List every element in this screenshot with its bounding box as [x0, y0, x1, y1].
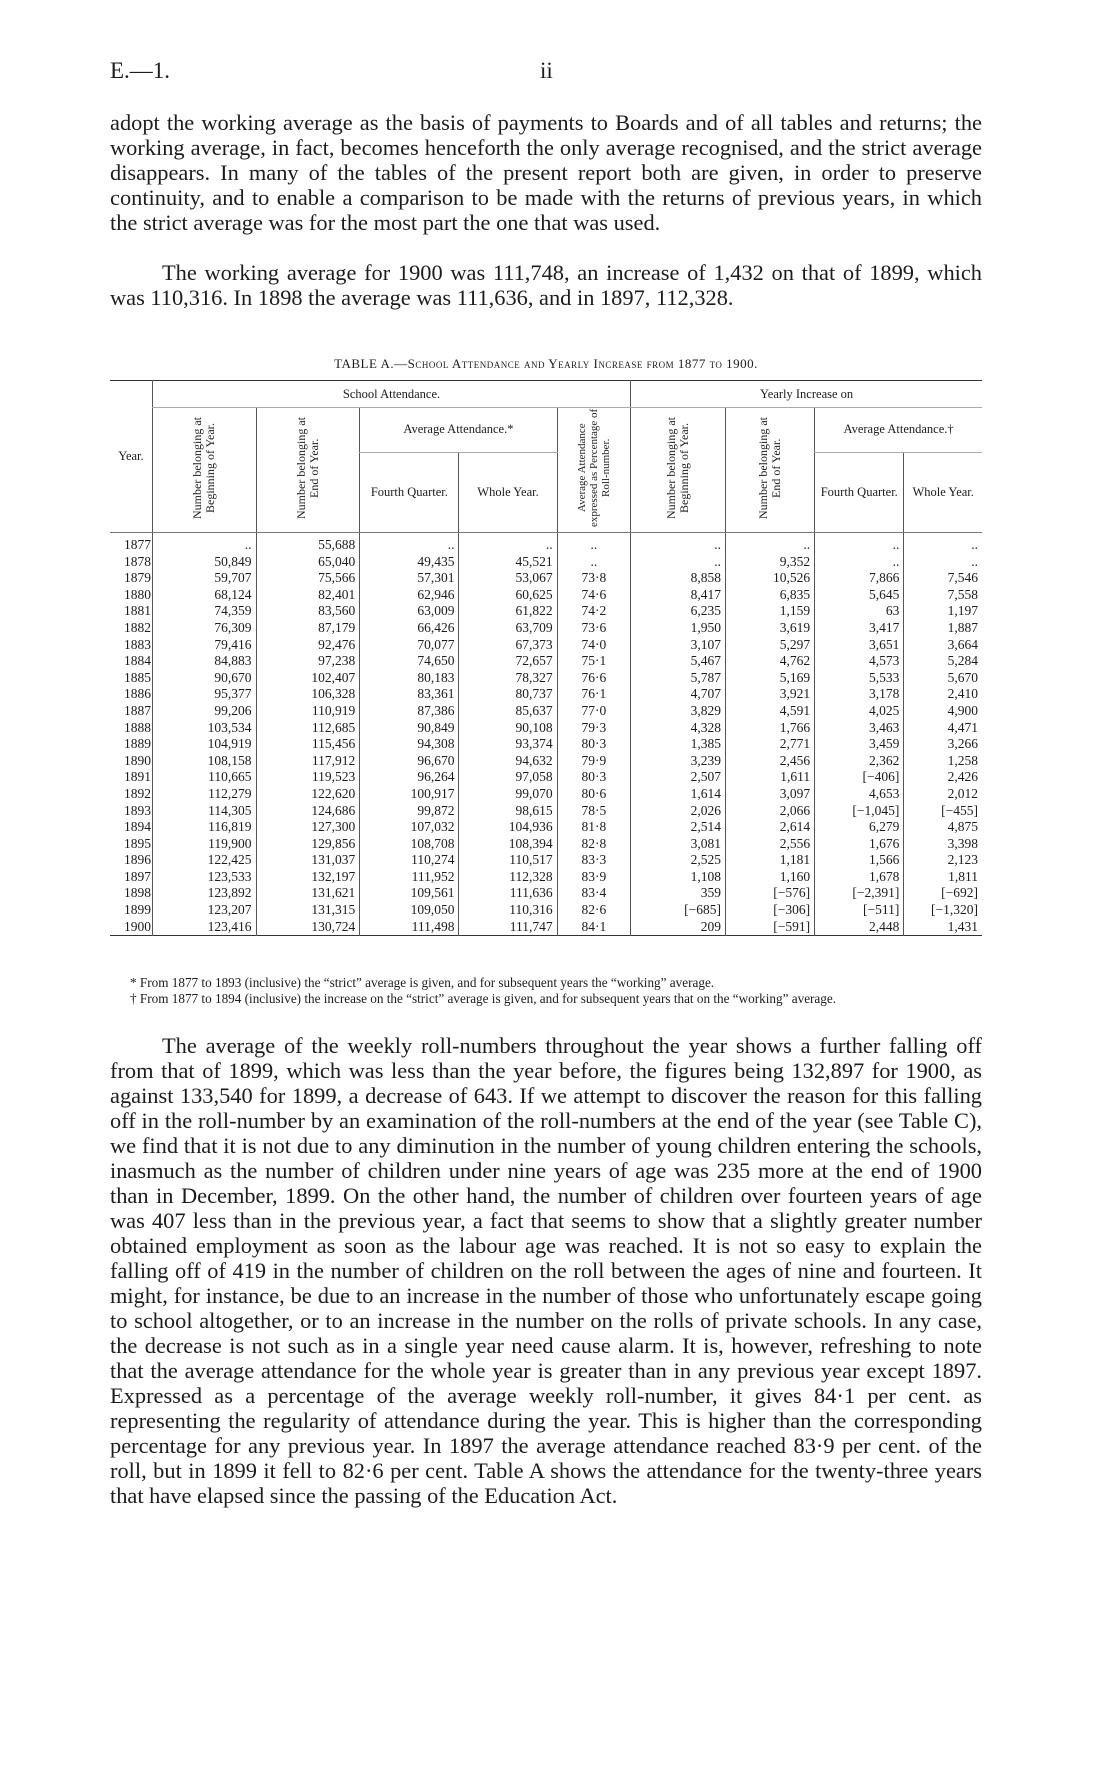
- header-fourth-quarter: Fourth Quarter.: [360, 452, 459, 532]
- cell-num-end: 124,686: [256, 803, 360, 820]
- cell-inc-whole-year: ..: [904, 533, 982, 554]
- cell-inc-num-beginning: ..: [631, 533, 726, 554]
- cell-inc-whole-year: 7,546: [904, 570, 982, 587]
- cell-avg-fourth-quarter: 94,308: [360, 736, 459, 753]
- paragraph-intro: adopt the working average as the basis of payments to Boards and of all tables and returns; the working average, in fact, becomes henceforth the only average recognised, and the strict average disappears. In many of the tables of the present report both are given, in order to preserve continuity, and to enable a comparison to be made with the returns of previous years, in which the strict average was for the most part the one that was used.: [110, 110, 982, 235]
- cell-num-beginning: 68,124: [152, 587, 256, 604]
- cell-inc-num-beginning: 2,507: [631, 769, 726, 786]
- cell-avg-whole-year: 67,373: [459, 637, 557, 654]
- cell-inc-num-beginning: 4,707: [631, 686, 726, 703]
- cell-inc-fourth-quarter: 3,651: [815, 637, 904, 654]
- cell-avg-whole-year: 90,108: [459, 720, 557, 737]
- cell-inc-num-end: [−576]: [725, 885, 814, 902]
- cell-num-beginning: 116,819: [152, 819, 256, 836]
- cell-inc-whole-year: 2,426: [904, 769, 982, 786]
- cell-avg-whole-year: 97,058: [459, 769, 557, 786]
- cell-inc-num-end: [−306]: [725, 902, 814, 919]
- cell-inc-whole-year: 2,012: [904, 786, 982, 803]
- cell-num-beginning: 79,416: [152, 637, 256, 654]
- cell-year: 1891: [124, 769, 151, 785]
- cell-num-beginning: 123,892: [152, 885, 256, 902]
- cell-num-end: 102,407: [256, 670, 360, 687]
- table-caption-prefix: TABLE A.—: [334, 356, 408, 371]
- cell-year: 1889: [124, 736, 151, 752]
- cell-inc-fourth-quarter: 7,866: [815, 570, 904, 587]
- header-num-beginning: Number belonging at Beginning of Year.: [152, 408, 256, 533]
- cell-inc-whole-year: 1,431: [904, 919, 982, 936]
- cell-inc-num-beginning: [−685]: [631, 902, 726, 919]
- table-row: [110, 720, 982, 737]
- cell-inc-whole-year: [−1,320]: [904, 902, 982, 919]
- cell-num-beginning: 122,425: [152, 852, 256, 869]
- cell-pct-roll: 83·9: [557, 869, 631, 886]
- cell-inc-num-end: 1,766: [725, 720, 814, 737]
- cell-inc-num-end: 10,526: [725, 570, 814, 587]
- cell-avg-fourth-quarter: 108,708: [360, 836, 459, 853]
- cell-num-end: 110,919: [256, 703, 360, 720]
- table-row: [110, 653, 982, 670]
- cell-year: 1888: [124, 719, 151, 735]
- cell-inc-fourth-quarter: [−406]: [815, 769, 904, 786]
- cell-inc-fourth-quarter: 3,178: [815, 686, 904, 703]
- cell-pct-roll: 74·2: [557, 603, 631, 620]
- cell-inc-num-beginning: 2,525: [631, 852, 726, 869]
- cell-inc-num-beginning: 2,026: [631, 803, 726, 820]
- cell-inc-num-beginning: 1,385: [631, 736, 726, 753]
- cell-num-beginning: 114,305: [152, 803, 256, 820]
- cell-inc-num-beginning: 1,614: [631, 786, 726, 803]
- table-row: [110, 603, 982, 620]
- cell-num-end: 55,688: [256, 533, 360, 554]
- cell-inc-fourth-quarter: 2,362: [815, 753, 904, 770]
- cell-inc-num-end: [−591]: [725, 919, 814, 936]
- cell-inc-num-end: 9,352: [725, 554, 814, 571]
- cell-num-end: 106,328: [256, 686, 360, 703]
- cell-num-end: 97,238: [256, 653, 360, 670]
- cell-avg-fourth-quarter: 111,952: [360, 869, 459, 886]
- cell-pct-roll: 82·8: [557, 836, 631, 853]
- cell-inc-num-end: 1,160: [725, 869, 814, 886]
- cell-avg-whole-year: 110,517: [459, 852, 557, 869]
- cell-num-end: 75,566: [256, 570, 360, 587]
- cell-avg-fourth-quarter: 62,946: [360, 587, 459, 604]
- table-caption-title: School Attendance and Yearly Increase from 1877 to 1900.: [407, 356, 758, 371]
- cell-avg-fourth-quarter: 99,872: [360, 803, 459, 820]
- cell-inc-fourth-quarter: 3,459: [815, 736, 904, 753]
- cell-year: 1877: [124, 537, 151, 552]
- cell-num-end: 131,621: [256, 885, 360, 902]
- cell-pct-roll: 73·8: [557, 570, 631, 587]
- cell-inc-whole-year: 3,398: [904, 836, 982, 853]
- cell-inc-num-beginning: 209: [631, 919, 726, 936]
- cell-inc-fourth-quarter: 3,463: [815, 720, 904, 737]
- cell-year: 1880: [124, 586, 151, 602]
- table-row: [110, 670, 982, 687]
- header-inc-avg-attendance: Average Attendance.†: [815, 408, 982, 453]
- cell-num-end: 129,856: [256, 836, 360, 853]
- cell-inc-num-beginning: 3,829: [631, 703, 726, 720]
- cell-avg-whole-year: 108,394: [459, 836, 557, 853]
- cell-inc-num-beginning: 1,108: [631, 869, 726, 886]
- cell-num-end: 65,040: [256, 554, 360, 571]
- table-row: [110, 803, 982, 820]
- table-row: [110, 786, 982, 803]
- cell-inc-whole-year: 5,284: [904, 653, 982, 670]
- header-inc-fourth-quarter: Fourth Quarter.: [815, 452, 904, 532]
- cell-pct-roll: 76·1: [557, 686, 631, 703]
- cell-inc-whole-year: 4,875: [904, 819, 982, 836]
- cell-avg-whole-year: 110,316: [459, 902, 557, 919]
- cell-num-beginning: 110,665: [152, 769, 256, 786]
- cell-num-end: 131,315: [256, 902, 360, 919]
- cell-avg-fourth-quarter: 74,650: [360, 653, 459, 670]
- cell-pct-roll: 78·5: [557, 803, 631, 820]
- cell-inc-whole-year: 1,887: [904, 620, 982, 637]
- cell-inc-num-end: 2,066: [725, 803, 814, 820]
- cell-inc-whole-year: 2,123: [904, 852, 982, 869]
- cell-inc-num-end: 4,591: [725, 703, 814, 720]
- cell-avg-fourth-quarter: 57,301: [360, 570, 459, 587]
- cell-pct-roll: 74·6: [557, 587, 631, 604]
- table-row: [110, 836, 982, 853]
- paragraph-roll-numbers: The average of the weekly roll-numbers throughout the year shows a further falling off from that of 1899, which was less than the year before, the figures being 132,897 for 1900, as against 133,540 for 1899, a decrease of 643. If we attempt to discover the reason for this falling off in the roll-number by an examination of the roll-numbers at the end of the year (see Table C), we find that it is not due to any diminution in the number of young children entering the schools, inasmuch as the number of children under nine years of age was 235 more at the end of 1900 than in December, 1899. On the other hand, the number of children over fourteen years of age was 407 less than in the previous year, a fact that seems to show that a slightly greater number obtained employment as soon as the labour age was reached. It is not so easy to explain the falling off of 419 in the number of children on the roll between the ages of nine and fourteen. It might, for instance, be due to an increase in the number of those who unfortunately escape going to school altogether, or to an increase in the number on the rolls of private schools. In any case, the decrease is not such as in a single year need cause alarm. It is, however, refreshing to note that the average attendance for the whole year is greater than in any previous year except 1897. Expressed as a percentage of the average weekly roll-number, it gives 84·1 per cent. as representing the regularity of attendance during the year. This is higher than the corresponding percentage for any previous year. In 1897 the average attendance reached 83·9 per cent. of the roll, but in 1899 it fell to 82·6 per cent. Table A shows the attendance for the twenty-three years that have elapsed since the passing of the Education Act.: [110, 1033, 982, 1508]
- cell-year: 1885: [124, 669, 151, 685]
- cell-inc-whole-year: 3,266: [904, 736, 982, 753]
- cell-year: 1892: [124, 785, 151, 801]
- cell-avg-fourth-quarter: 49,435: [360, 554, 459, 571]
- cell-num-end: 122,620: [256, 786, 360, 803]
- cell-inc-whole-year: 1,258: [904, 753, 982, 770]
- cell-avg-fourth-quarter: 107,032: [360, 819, 459, 836]
- cell-avg-whole-year: 98,615: [459, 803, 557, 820]
- table-row: [110, 852, 982, 869]
- cell-num-beginning: 123,207: [152, 902, 256, 919]
- cell-year: 1883: [124, 636, 151, 652]
- cell-inc-num-end: 5,297: [725, 637, 814, 654]
- cell-num-beginning: 90,670: [152, 670, 256, 687]
- cell-inc-fourth-quarter: 1,678: [815, 869, 904, 886]
- cell-num-end: 115,456: [256, 736, 360, 753]
- cell-inc-num-end: ..: [725, 533, 814, 554]
- cell-pct-roll: 83·3: [557, 852, 631, 869]
- table-row: [110, 869, 982, 886]
- cell-avg-whole-year: ..: [459, 533, 557, 554]
- cell-inc-whole-year: 5,670: [904, 670, 982, 687]
- cell-inc-num-beginning: 3,107: [631, 637, 726, 654]
- table-row: [110, 703, 982, 720]
- cell-avg-fourth-quarter: ..: [360, 533, 459, 554]
- cell-inc-num-beginning: 3,081: [631, 836, 726, 853]
- attendance-table-wrapper: [110, 380, 982, 936]
- cell-inc-num-beginning: 1,950: [631, 620, 726, 637]
- cell-num-end: 83,560: [256, 603, 360, 620]
- footnote-strict-average: * From 1877 to 1893 (inclusive) the “strict” average is given, and for subsequent years the “working” average.: [130, 975, 715, 990]
- header-inc-num-end: Number belonging at End of Year.: [725, 408, 814, 533]
- cell-inc-num-end: 2,614: [725, 819, 814, 836]
- table-row: [110, 736, 982, 753]
- cell-avg-fourth-quarter: 109,050: [360, 902, 459, 919]
- cell-year: 1895: [124, 835, 151, 851]
- cell-inc-whole-year: [−692]: [904, 885, 982, 902]
- cell-year: 1900: [124, 918, 151, 934]
- cell-avg-whole-year: 111,636: [459, 885, 557, 902]
- cell-avg-whole-year: 78,327: [459, 670, 557, 687]
- header-yearly-increase: Yearly Increase on: [631, 381, 982, 408]
- cell-num-end: 82,401: [256, 587, 360, 604]
- cell-inc-num-beginning: 4,328: [631, 720, 726, 737]
- cell-pct-roll: 79·9: [557, 753, 631, 770]
- cell-avg-fourth-quarter: 110,274: [360, 852, 459, 869]
- table-row: [110, 686, 982, 703]
- table-row: [110, 885, 982, 902]
- cell-pct-roll: 77·0: [557, 703, 631, 720]
- cell-pct-roll: 79·3: [557, 720, 631, 737]
- cell-avg-fourth-quarter: 63,009: [360, 603, 459, 620]
- cell-year: 1879: [124, 570, 151, 586]
- cell-avg-whole-year: 53,067: [459, 570, 557, 587]
- cell-inc-whole-year: ..: [904, 554, 982, 571]
- table-row: [110, 554, 982, 571]
- cell-pct-roll: 81·8: [557, 819, 631, 836]
- cell-inc-fourth-quarter: 6,279: [815, 819, 904, 836]
- cell-inc-num-end: 4,762: [725, 653, 814, 670]
- cell-inc-fourth-quarter: 1,676: [815, 836, 904, 853]
- cell-avg-fourth-quarter: 83,361: [360, 686, 459, 703]
- cell-num-end: 131,037: [256, 852, 360, 869]
- cell-inc-whole-year: 4,900: [904, 703, 982, 720]
- cell-num-end: 119,523: [256, 769, 360, 786]
- cell-num-beginning: 103,534: [152, 720, 256, 737]
- cell-num-beginning: 84,883: [152, 653, 256, 670]
- cell-num-end: 112,685: [256, 720, 360, 737]
- cell-num-beginning: 59,707: [152, 570, 256, 587]
- cell-avg-whole-year: 104,936: [459, 819, 557, 836]
- cell-inc-fourth-quarter: 1,566: [815, 852, 904, 869]
- cell-num-beginning: 99,206: [152, 703, 256, 720]
- cell-year: 1884: [124, 653, 151, 669]
- table-row: [110, 620, 982, 637]
- cell-pct-roll: ..: [557, 533, 631, 554]
- cell-inc-whole-year: 2,410: [904, 686, 982, 703]
- cell-num-beginning: 123,533: [152, 869, 256, 886]
- cell-pct-roll: 80·3: [557, 736, 631, 753]
- cell-num-end: 92,476: [256, 637, 360, 654]
- attendance-table-body: [110, 533, 982, 936]
- attendance-table: [110, 380, 982, 936]
- cell-inc-num-end: 3,619: [725, 620, 814, 637]
- header-num-end: Number belonging at End of Year.: [256, 408, 360, 533]
- cell-inc-num-beginning: 2,514: [631, 819, 726, 836]
- cell-avg-whole-year: 60,625: [459, 587, 557, 604]
- cell-inc-num-end: 1,611: [725, 769, 814, 786]
- cell-inc-fourth-quarter: [−511]: [815, 902, 904, 919]
- cell-inc-num-beginning: 8,417: [631, 587, 726, 604]
- cell-inc-num-end: 2,771: [725, 736, 814, 753]
- cell-inc-num-end: 6,835: [725, 587, 814, 604]
- cell-inc-num-beginning: ..: [631, 554, 726, 571]
- header-pct-roll: Average Attendance expressed as Percentage of Roll-number.: [557, 408, 631, 533]
- cell-inc-whole-year: 1,197: [904, 603, 982, 620]
- cell-inc-fourth-quarter: ..: [815, 533, 904, 554]
- cell-avg-fourth-quarter: 87,386: [360, 703, 459, 720]
- cell-pct-roll: 82·6: [557, 902, 631, 919]
- cell-avg-fourth-quarter: 80,183: [360, 670, 459, 687]
- header-year: Year.: [110, 381, 152, 533]
- paragraph-working-average: The working average for 1900 was 111,748, an increase of 1,432 on that of 1899, which was 110,316. In 1898 the average was 111,636, and in 1897, 112,328.: [110, 260, 982, 310]
- cell-pct-roll: 73·6: [557, 620, 631, 637]
- cell-inc-num-beginning: 6,235: [631, 603, 726, 620]
- cell-inc-whole-year: 1,811: [904, 869, 982, 886]
- cell-avg-whole-year: 80,737: [459, 686, 557, 703]
- cell-inc-num-beginning: 359: [631, 885, 726, 902]
- cell-year: 1899: [124, 902, 151, 918]
- cell-inc-whole-year: 7,558: [904, 587, 982, 604]
- cell-avg-whole-year: 61,822: [459, 603, 557, 620]
- cell-year: 1897: [124, 868, 151, 884]
- cell-avg-whole-year: 99,070: [459, 786, 557, 803]
- cell-inc-fourth-quarter: 4,025: [815, 703, 904, 720]
- cell-inc-fourth-quarter: [−2,391]: [815, 885, 904, 902]
- cell-pct-roll: 83·4: [557, 885, 631, 902]
- table-row: [110, 902, 982, 919]
- cell-avg-whole-year: 94,632: [459, 753, 557, 770]
- table-row: [110, 919, 982, 936]
- table-row: [110, 533, 982, 554]
- cell-inc-num-end: 2,456: [725, 753, 814, 770]
- cell-inc-num-end: 3,097: [725, 786, 814, 803]
- cell-num-beginning: 76,309: [152, 620, 256, 637]
- cell-pct-roll: 80·3: [557, 769, 631, 786]
- cell-pct-roll: 74·0: [557, 637, 631, 654]
- cell-num-beginning: 112,279: [152, 786, 256, 803]
- cell-inc-num-beginning: 8,858: [631, 570, 726, 587]
- cell-inc-num-beginning: 5,467: [631, 653, 726, 670]
- footnote-increase: † From 1877 to 1894 (inclusive) the increase on the “strict” average is given, and for subsequent years that on the “working” average.: [130, 991, 837, 1006]
- table-row: [110, 769, 982, 786]
- header-school-attendance: School Attendance.: [152, 381, 630, 408]
- cell-inc-fourth-quarter: 4,573: [815, 653, 904, 670]
- cell-num-beginning: 74,359: [152, 603, 256, 620]
- cell-year: 1878: [124, 553, 151, 569]
- cell-avg-whole-year: 45,521: [459, 554, 557, 571]
- table-row: [110, 753, 982, 770]
- cell-inc-fourth-quarter: ..: [815, 554, 904, 571]
- cell-pct-roll: ..: [557, 554, 631, 571]
- cell-inc-num-end: 1,159: [725, 603, 814, 620]
- header-inc-num-beginning: Number belonging at Beginning of Year.: [631, 408, 726, 533]
- cell-inc-fourth-quarter: 63: [815, 603, 904, 620]
- cell-inc-fourth-quarter: 5,533: [815, 670, 904, 687]
- cell-num-beginning: 50,849: [152, 554, 256, 571]
- cell-num-beginning: ..: [152, 533, 256, 554]
- cell-inc-whole-year: 3,664: [904, 637, 982, 654]
- cell-inc-whole-year: [−455]: [904, 803, 982, 820]
- cell-avg-whole-year: 112,328: [459, 869, 557, 886]
- cell-year: 1896: [124, 852, 151, 868]
- cell-num-end: 117,912: [256, 753, 360, 770]
- cell-year: 1894: [124, 819, 151, 835]
- cell-year: 1890: [124, 752, 151, 768]
- cell-avg-fourth-quarter: 70,077: [360, 637, 459, 654]
- cell-inc-num-beginning: 3,239: [631, 753, 726, 770]
- cell-num-end: 127,300: [256, 819, 360, 836]
- cell-num-end: 130,724: [256, 919, 360, 936]
- cell-pct-roll: 80·6: [557, 786, 631, 803]
- cell-inc-fourth-quarter: [−1,045]: [815, 803, 904, 820]
- cell-inc-num-end: 2,556: [725, 836, 814, 853]
- table-row: [110, 570, 982, 587]
- cell-avg-whole-year: 72,657: [459, 653, 557, 670]
- cell-avg-whole-year: 85,637: [459, 703, 557, 720]
- cell-inc-fourth-quarter: 3,417: [815, 620, 904, 637]
- cell-inc-fourth-quarter: 2,448: [815, 919, 904, 936]
- cell-avg-fourth-quarter: 96,670: [360, 753, 459, 770]
- cell-avg-fourth-quarter: 111,498: [360, 919, 459, 936]
- cell-inc-whole-year: 4,471: [904, 720, 982, 737]
- cell-num-beginning: 119,900: [152, 836, 256, 853]
- header-avg-attendance: Average Attendance.*: [360, 408, 557, 453]
- cell-avg-fourth-quarter: 66,426: [360, 620, 459, 637]
- cell-avg-fourth-quarter: 109,561: [360, 885, 459, 902]
- cell-year: 1881: [124, 603, 151, 619]
- page-number: ii: [540, 58, 553, 83]
- page-header: [110, 58, 990, 88]
- cell-inc-num-beginning: 5,787: [631, 670, 726, 687]
- cell-num-end: 87,179: [256, 620, 360, 637]
- cell-inc-fourth-quarter: 4,653: [815, 786, 904, 803]
- table-row: [110, 819, 982, 836]
- cell-avg-fourth-quarter: 100,917: [360, 786, 459, 803]
- cell-num-beginning: 104,919: [152, 736, 256, 753]
- table-row: [110, 637, 982, 654]
- cell-year: 1886: [124, 686, 151, 702]
- cell-pct-roll: 76·6: [557, 670, 631, 687]
- cell-inc-num-end: 5,169: [725, 670, 814, 687]
- cell-num-beginning: 123,416: [152, 919, 256, 936]
- header-inc-whole-year: Whole Year.: [904, 452, 982, 532]
- cell-inc-num-end: 1,181: [725, 852, 814, 869]
- cell-num-beginning: 95,377: [152, 686, 256, 703]
- document-reference: E.—1.: [110, 58, 171, 83]
- cell-year: 1887: [124, 702, 151, 718]
- cell-inc-fourth-quarter: 5,645: [815, 587, 904, 604]
- cell-pct-roll: 75·1: [557, 653, 631, 670]
- header-whole-year: Whole Year.: [459, 452, 557, 532]
- cell-avg-whole-year: 93,374: [459, 736, 557, 753]
- cell-avg-whole-year: 63,709: [459, 620, 557, 637]
- cell-year: 1882: [124, 619, 151, 635]
- cell-avg-fourth-quarter: 96,264: [360, 769, 459, 786]
- cell-num-end: 132,197: [256, 869, 360, 886]
- cell-inc-num-end: 3,921: [725, 686, 814, 703]
- cell-avg-fourth-quarter: 90,849: [360, 720, 459, 737]
- cell-avg-whole-year: 111,747: [459, 919, 557, 936]
- cell-num-beginning: 108,158: [152, 753, 256, 770]
- table-caption: [110, 356, 982, 372]
- cell-year: 1898: [124, 885, 151, 901]
- cell-year: 1893: [124, 802, 151, 818]
- cell-pct-roll: 84·1: [557, 919, 631, 936]
- table-row: [110, 587, 982, 604]
